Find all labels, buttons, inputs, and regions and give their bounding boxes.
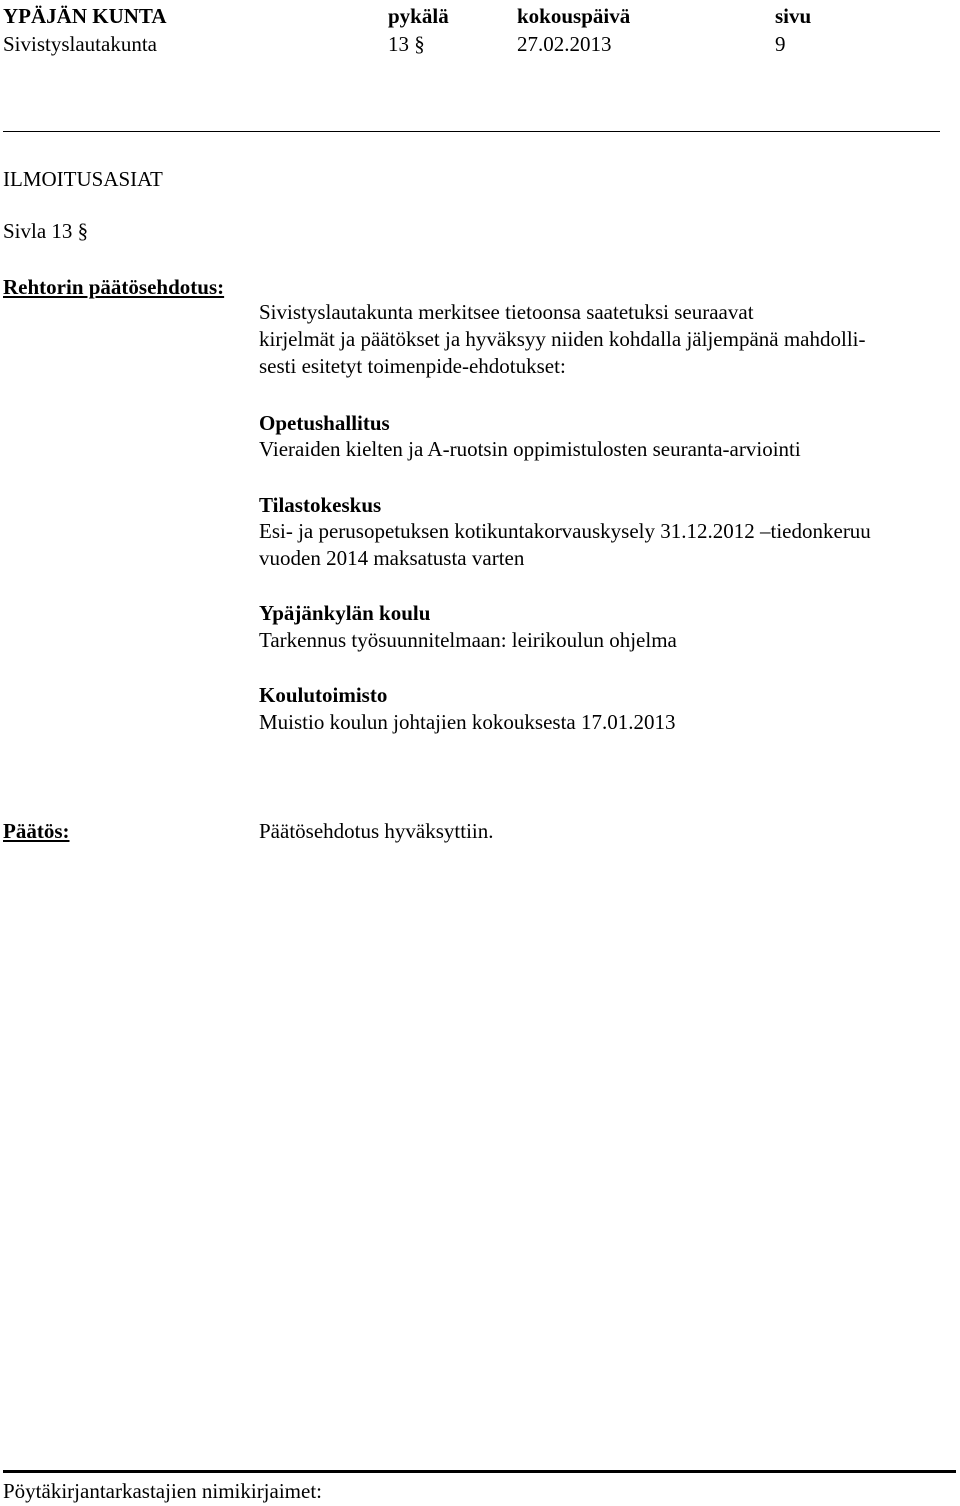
- footer-divider: [3, 1470, 956, 1473]
- proposal-label: Rehtorin päätösehdotus:: [3, 275, 225, 299]
- proposal-line: Sivistyslautakunta merkitsee tietoonsa saatetuksi seuraavat: [259, 300, 754, 324]
- header-divider: [3, 131, 940, 132]
- section-column-label: pykälä: [388, 4, 449, 28]
- item-sender: Koulutoimisto: [259, 683, 388, 707]
- date-column-label: kokouspäivä: [517, 4, 631, 28]
- item-description: Muistio koulun johtajien kokouksesta 17.01.2013: [259, 710, 676, 734]
- page-column-label: sivu: [775, 4, 812, 28]
- meeting-date: 27.02.2013: [517, 32, 612, 56]
- item-description: Vieraiden kielten ja A-ruotsin oppimistulosten seuranta-arviointi: [259, 437, 801, 461]
- page-number: 9: [775, 32, 786, 56]
- organization-name: YPÄJÄN KUNTA: [3, 4, 167, 28]
- proposal-line: sesti esitetyt toimenpide-ehdotukset:: [259, 354, 566, 378]
- decision-label: Päätös:: [3, 819, 70, 843]
- committee-name: Sivistyslautakunta: [3, 32, 157, 56]
- initials-label: Pöytäkirjantarkastajien nimikirjaimet:: [3, 1479, 322, 1503]
- item-sender: Tilastokeskus: [259, 493, 382, 517]
- proposal-line: kirjelmät ja päätökset ja hyväksyy niiden kohdalla jäljempänä mahdolli-: [259, 327, 866, 351]
- item-description: Esi- ja perusopetuksen kotikuntakorvauskysely 31.12.2012 –tiedonkeruu: [259, 519, 871, 543]
- case-id: Sivla 13 §: [3, 219, 89, 243]
- page-title: ILMOITUSASIAT: [3, 167, 163, 191]
- item-sender: Ypäjänkylän koulu: [259, 601, 431, 625]
- decision-text: Päätösehdotus hyväksyttiin.: [259, 819, 494, 843]
- item-sender: Opetushallitus: [259, 411, 390, 435]
- item-description: Tarkennus työsuunnitelmaan: leirikoulun ohjelma: [259, 628, 677, 652]
- proposal-text: [259, 299, 959, 380]
- item-description: vuoden 2014 maksatusta varten: [259, 546, 525, 570]
- section-number: 13 §: [388, 32, 425, 56]
